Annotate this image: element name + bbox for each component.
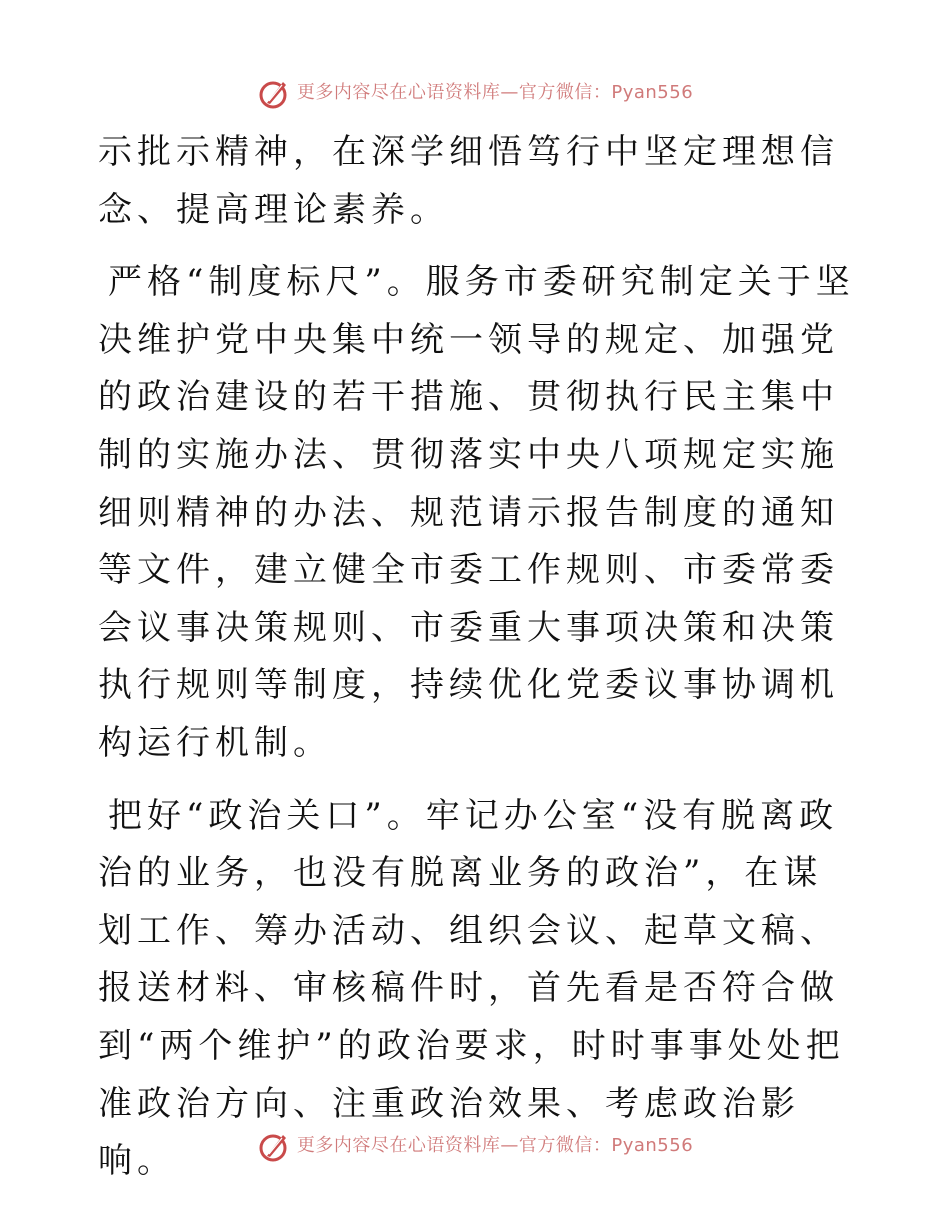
watermark-text: 更多内容尽在心语资料库—官方微信：Pyan556 [296, 1135, 694, 1156]
watermark-text: 更多内容尽在心语资料库—官方微信：Pyan556 [296, 82, 694, 103]
paragraph-2: 严格“制度标尺”。服务市委研究制定关于坚决维护党中央集中统一领导的规定、加强党的政治建设的若干措施、贯彻执行民主集中制的实施办法、贯彻落实中央八项规定实施细则精神的办法、规范请示报告制度的通知等文件，建立健全市委工作规则、市委常委会议事决策规则、市委重大事项决策和决策执行规则等制度，持续优化党委议事协调机构运行机制。 [98, 262, 855, 763]
quill-pen-circle-icon [257, 76, 291, 110]
quill-pen-circle-icon [257, 1129, 291, 1163]
document-body [98, 124, 858, 1191]
watermark-footer [0, 1129, 950, 1163]
watermark-header [0, 76, 950, 110]
paragraph-3: 把好“政治关口”。牢记办公室“没有脱离政治的业务，也没有脱离业务的政治”，在谋划工作、筹办活动、组织会议、起草文稿、报送材料、审核稿件时，首先看是否符合做到“两个维护”的政治要求，时时事事处处把准政治方向、注重政治效果、考虑政治影响。 [98, 795, 845, 1182]
paragraph-1: 示批示精神，在深学细悟笃行中坚定理想信念、提高理论素养。 [98, 132, 839, 230]
